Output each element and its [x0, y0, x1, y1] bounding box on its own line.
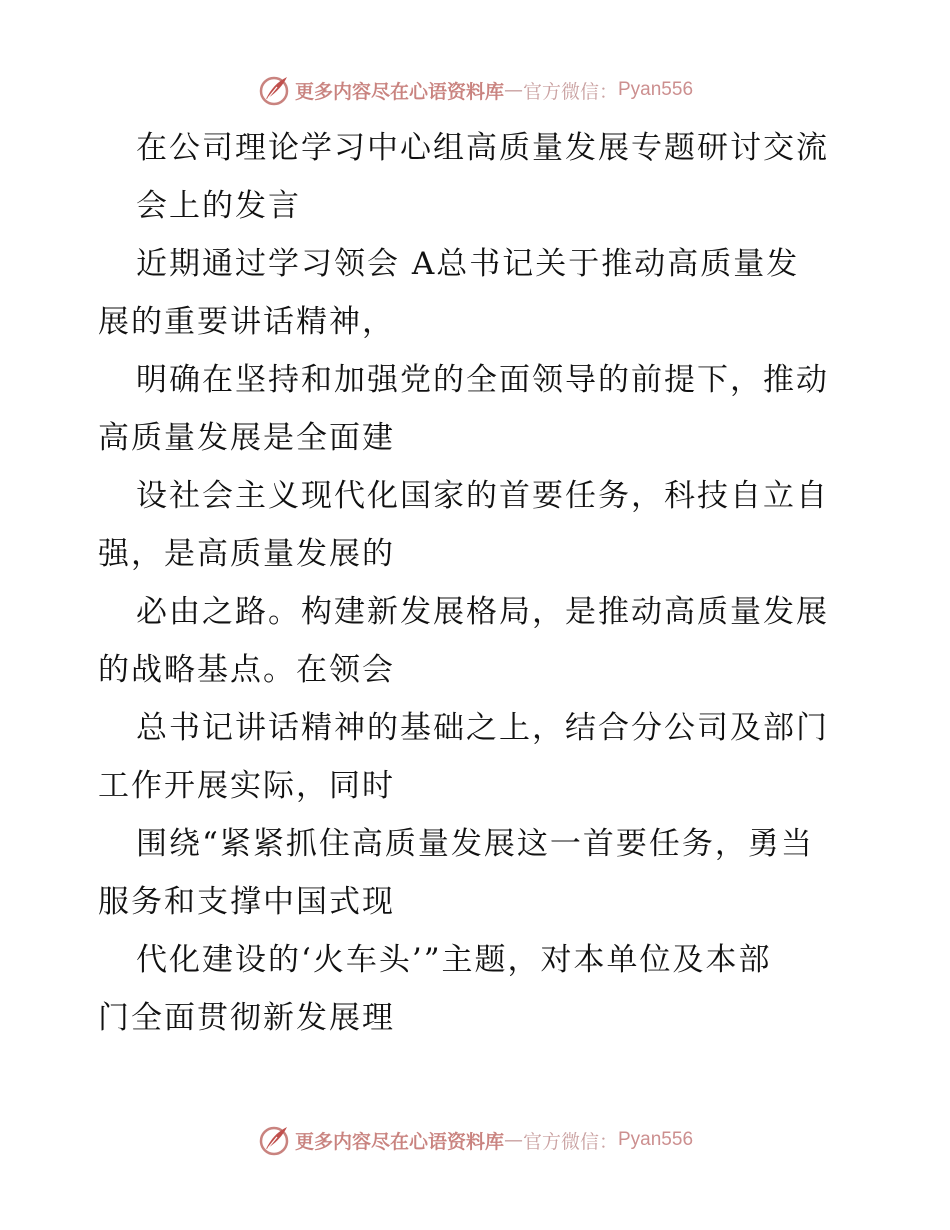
- paragraph-line: 明确在坚持和加强党的全面领导的前提下，推动: [136, 362, 829, 398]
- feather-pen-logo-icon: [257, 1123, 291, 1157]
- wechat-id: Pyan556: [618, 79, 694, 100]
- header-watermark-banner: [0, 70, 950, 110]
- doc-title-line-2: 会上的发言: [136, 188, 301, 224]
- wechat-label: 官方微信：: [522, 80, 618, 103]
- brand-text: 更多内容尽在心语资料库: [294, 80, 504, 103]
- paragraph-line: 服务和支撑中国式现: [98, 884, 395, 920]
- paragraph-line: 代化建设的‘火车头’”主题，对本单位及本部: [136, 942, 772, 978]
- wechat-label: 官方微信：: [522, 1130, 618, 1153]
- banner-separator: —: [503, 1129, 523, 1151]
- paragraph-line: 工作开展实际，同时: [98, 768, 395, 804]
- paragraph-line: 展的重要讲话精神，: [98, 304, 395, 340]
- wechat-id: Pyan556: [618, 1129, 694, 1150]
- doc-title-line-1: 在公司理论学习中心组高质量发展专题研讨交流: [136, 130, 829, 166]
- banner-separator: —: [503, 79, 523, 101]
- paragraph-line: 总书记讲话精神的基础之上，结合分公司及部门: [136, 710, 829, 746]
- document-body: [98, 119, 858, 1047]
- paragraph-line: 高质量发展是全面建: [98, 420, 395, 456]
- footer-watermark-banner: [0, 1120, 950, 1160]
- paragraph-line: 设社会主义现代化国家的首要任务，科技自立自: [136, 478, 829, 514]
- paragraph-line: 近期通过学习领会 A总书记关于推动高质量发: [136, 246, 800, 282]
- feather-pen-logo-icon: [257, 73, 291, 107]
- paragraph-line: 围绕“紧紧抓住高质量发展这一首要任务，勇当: [136, 826, 814, 862]
- paragraph-line: 门全面贯彻新发展理: [98, 1000, 395, 1036]
- paragraph-line: 强，是高质量发展的: [98, 536, 395, 572]
- paragraph-line: 必由之路。构建新发展格局，是推动高质量发展: [136, 594, 829, 630]
- paragraph-line: 的战略基点。在领会: [98, 652, 395, 688]
- brand-text: 更多内容尽在心语资料库: [294, 1130, 504, 1153]
